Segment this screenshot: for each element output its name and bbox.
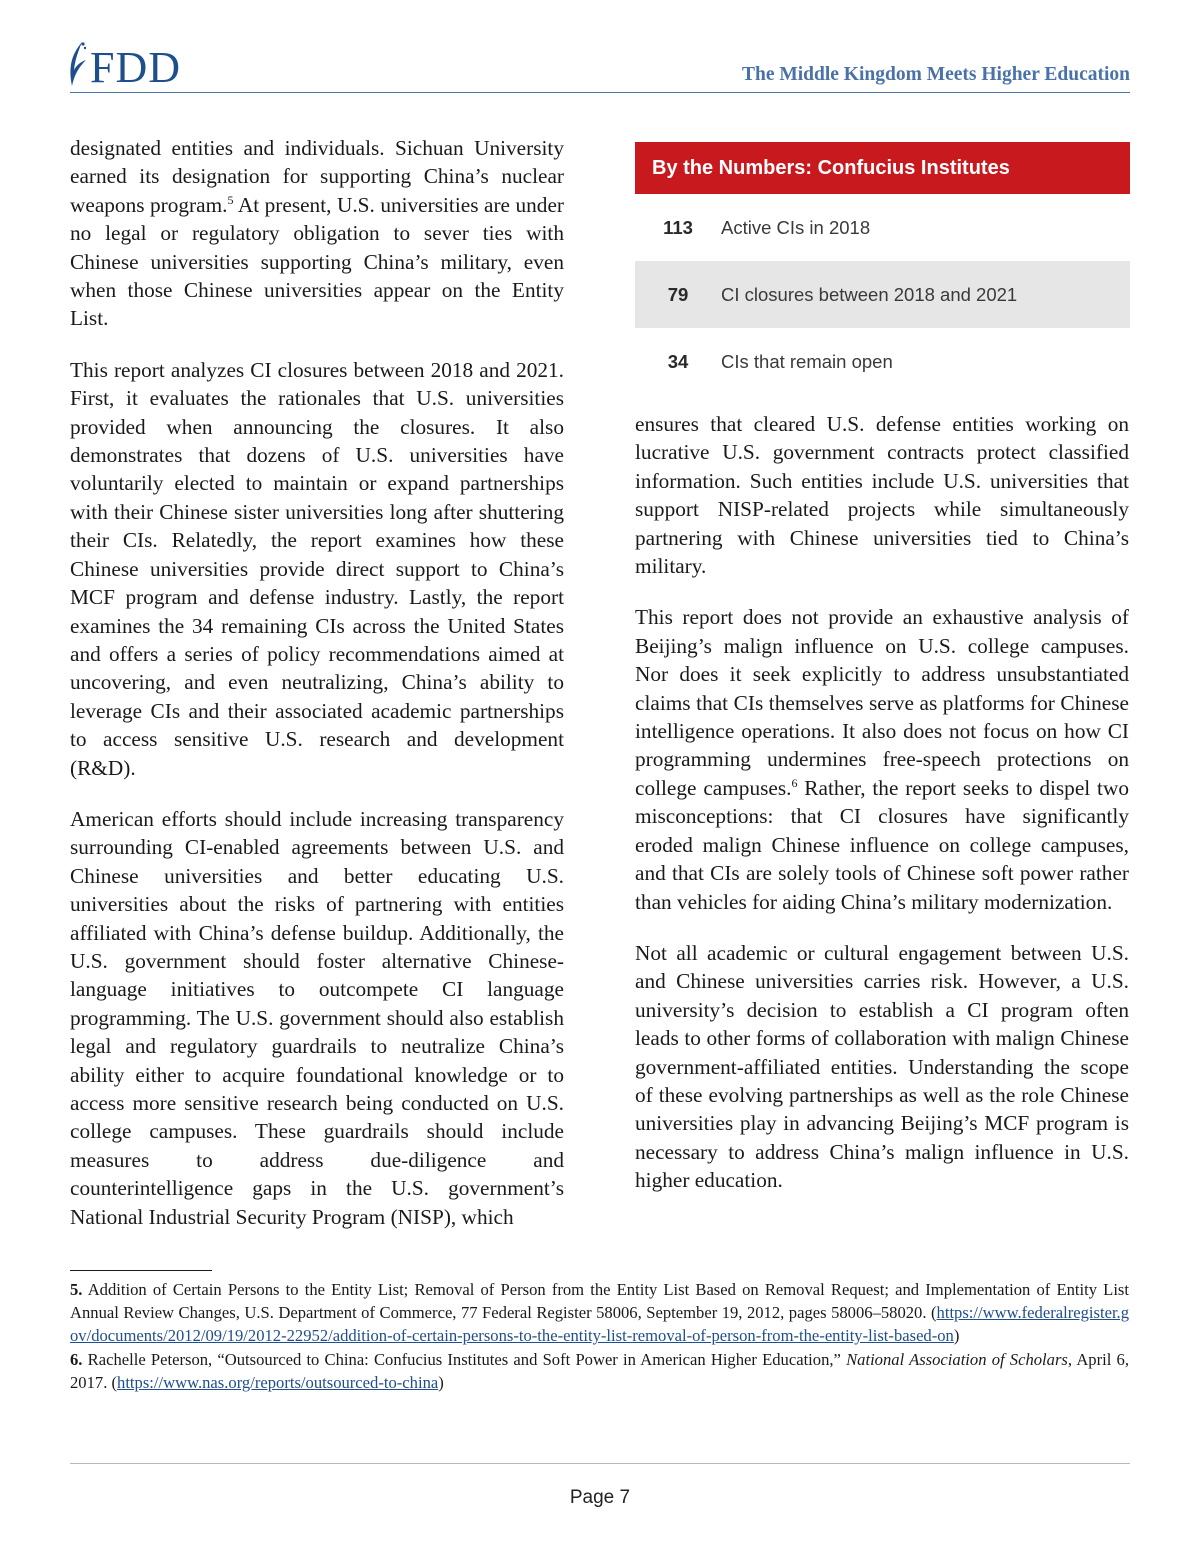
footnote: 5. Addition of Certain Persons to the Entity List; Removal of Person from the Entity List Based on Removal Request; and Implementation of Entity List Annual Review Changes, U.S. Department of Commerce, 77 Federal Register 58006, September 19, 2012, pages 58006–58020. (https://www.federalregister.gov/documents/2012/09/19/2012-22952/addition-of-certain-persons-to-the-entity-list-removal-of-person-from-the-entity-list-based-on): [70, 1280, 1129, 1346]
stat-row: [635, 194, 1130, 261]
paragraph: designated entities and individuals. Sichuan University earned its designation for supporting China’s nuclear weapons program.$^5$ At present, U.S. universities are under no legal or regulatory obligation to sever ties with Chinese universities supporting China’s military, even when those Chinese universities appear on the Entity List.: [70, 136, 564, 331]
logo-text: FDD: [90, 43, 182, 92]
stat-number: 113: [663, 216, 693, 238]
stat-row: [635, 261, 1130, 328]
right-column: [635, 410, 1129, 1218]
footnote-number: 5.: [70, 1280, 83, 1299]
stat-number: 34: [667, 350, 689, 372]
stat-number: 79: [667, 283, 689, 305]
fdd-logo: [66, 34, 181, 90]
stat-label: CI closures between 2018 and 2021: [721, 283, 1018, 305]
footnote-link[interactable]: https://www.federalregister.gov/documents/2012/09/19/2012-22952/addition-of-certain-persons-to-the-entity-list-removal-of-person-from-the-entity-list-based-on: [70, 1303, 1129, 1346]
footnote-number: 6.: [70, 1349, 83, 1369]
footnote-link[interactable]: https://www.nas.org/reports/outsourced-to-china: [117, 1372, 439, 1392]
footnote-ref[interactable]: 5: [227, 192, 234, 207]
stat-label: Active CIs in 2018: [721, 216, 871, 238]
paragraph: This report does not provide an exhaustive analysis of Beijing’s malign influence on U.S. college campuses. Nor does it seek explicitly to address unsubstantiated claims that CIs themselves serve as platforms for Chinese intelligence operations. It also does not focus on how CI programming undermines free-speech protections on college campuses.$^6$ Rather, the report seeks to dispel two misconceptions: that CI closures have significantly eroded malign Chinese influence on college campuses, and that CIs are solely tools of Chinese soft power rather than vehicles for aiding China’s military modernization.: [635, 605, 1129, 914]
paragraph: Not all academic or cultural engagement between U.S. and Chinese universities carries risk. However, a U.S. university’s decision to establish a CI program often leads to other forms of collaboration with malign Chinese government-affiliated entities. Understanding the scope of these evolving partnerships as well as the role Chinese universities play in advancing Beijing’s MCF program is necessary to address China’s malign influence in U.S. higher education.: [635, 940, 1129, 1193]
paragraph: American efforts should include increasing transparency surrounding CI-enabled agreements between U.S. and Chinese universities and better educating U.S. universities about the risks of partnering with entities affiliated with China’s defense buildup. Additionally, the U.S. government should foster alternative Chinese-language initiatives to outcompete CI language programming. The U.S. government should also establish legal and regulatory guardrails to neutralize China’s ability either to acquire foundational knowledge or to access more sensitive research being conducted on U.S. college campuses. These guardrails should include measures to address due-diligence and counterintelligence gaps in the U.S. government’s National Industrial Security Program (NISP), which: [70, 806, 564, 1229]
flame-leaf-icon: [66, 40, 88, 90]
footnote-divider: [70, 1270, 212, 1271]
stats-box-title: By the Numbers: Confucius Institutes: [635, 142, 1130, 194]
page-number: Page 7: [569, 1487, 631, 1508]
footer-divider: [70, 1463, 1130, 1464]
stat-row: [635, 328, 1130, 395]
report-title: The Middle Kingdom Meets Higher Education: [741, 64, 1130, 85]
footnotes: [70, 1278, 1129, 1394]
paragraph: ensures that cleared U.S. defense entities working on lucrative U.S. government contracts protect classified information. Such entities include U.S. universities that support NISP-related projects while simultaneously partnering with Chinese universities tied to China’s military.: [635, 412, 1129, 579]
stats-box: [635, 142, 1130, 395]
paragraph: This report analyzes CI closures between 2018 and 2021. First, it evaluates the rationales that U.S. universities provided when announcing the closures. It also demonstrates that dozens of U.S. universities have voluntarily elected to maintain or expand partnerships with their Chinese sister universities long after shuttering their CIs. Relatedly, the report examines how these Chinese universities provide direct support to China’s MCF program and defense industry. Lastly, the report examines the 34 remaining CIs across the United States and offers a series of policy recommendations aimed at uncovering, and even neutralizing, China’s ability to leverage CIs and their associated academic partnerships to access sensitive U.S. research and development (R&D).: [70, 357, 564, 780]
header-divider: [70, 92, 1130, 93]
left-column: [70, 134, 564, 1254]
footnote-ref[interactable]: 6: [791, 775, 798, 790]
stat-label: CIs that remain open: [721, 350, 893, 372]
footnote: 6. Rachelle Peterson, “Outsourced to China: Confucius Institutes and Soft Power in American Higher Education,” National Association of Scholars, April 6, 2017. (https://www.nas.org/reports/outsourced-to-china): [70, 1349, 1129, 1392]
